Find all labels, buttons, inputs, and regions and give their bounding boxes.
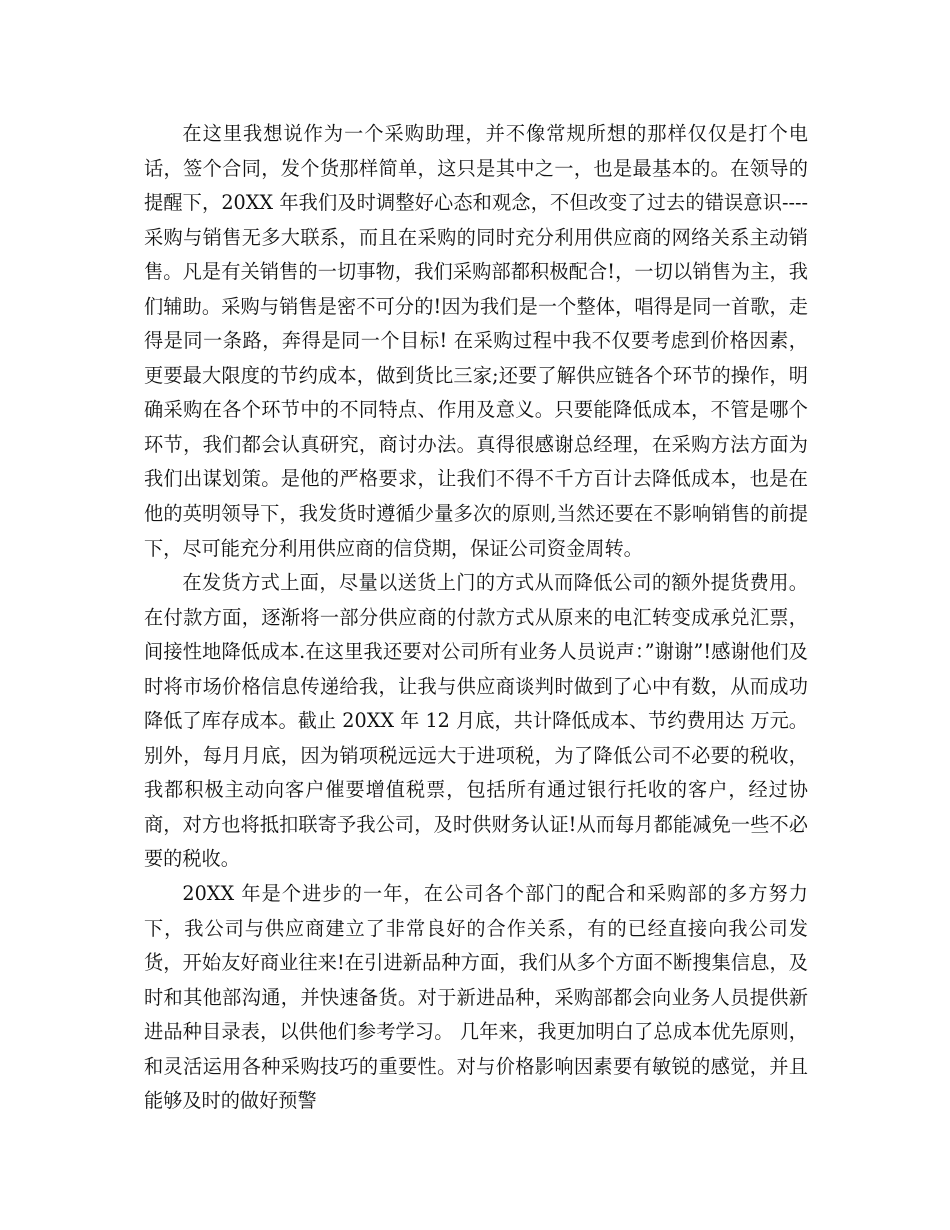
- paragraph-1: 在这里我想说作为一个采购助理，并不像常规所想的那样仅仅是打个电话，签个合同，发个货那样简单，这只是其中之一，也是最基本的。在领导的提醒下，20XX 年我们及时调整好心态和观念，不但改变了过去的错误意识----采购与销售无多大联系，而且在采购的同时充分利用供应商的网络关系主动销售。凡是有关销售的一切事物，我们采购部都积极配合!，一切以销售为主，我们辅助。采购与销售是密不可分的!因为我们是一个整体，唱得是同一首歌，走得是同一条路，奔得是同一个目标! 在采购过程中我不仅要考虑到价格因素，更要最大限度的节约成本，做到货比三家;还要了解供应链各个环节的操作，明确采购在各个环节中的不同特点、作用及意义。只要能降低成本，不管是哪个环节，我们都会认真研究，商讨办法。真得很感谢总经理，在采购方法方面为我们出谋划策。是他的严格要求，让我们不得不千方百计去降低成本，也是在他的英明领导下，我发货时遵循少量多次的原则,当然还要在不影响销售的前提下，尽可能充分利用供应商的信贷期，保证公司资金周转。: [144, 122, 808, 560]
- paragraph-2: 在发货方式上面，尽量以送货上门的方式从而降低公司的额外提货费用。在付款方面，逐渐将一部分供应商的付款方式从原来的电汇转变成承兑汇票，间接性地降低成本.在这里我还要对公司所有业务人员说声：”谢谢”!感谢他们及时将市场价格信息传递给我，让我与供应商谈判时做到了心中有数，从而成功降低了库存成本。截止 20XX 年 12 月底，共计降低成本、节约费用达 万元。别外，每月月底，因为销项税远远大于进项税，为了降低公司不必要的税收，我都积极主动向客户催要增值税票，包括所有通过银行托收的客户，经过协商，对方也将抵扣联寄予我公司，及时供财务认证!从而每月都能减免一些不必要的税收。: [144, 571, 808, 871]
- paragraph-3: 20XX 年是个进步的一年，在公司各个部门的配合和采购部的多方努力下，我公司与供应商建立了非常良好的合作关系，有的已经直接向我公司发货，开始友好商业往来!在引进新品种方面，我们从多个方面不断搜集信息，及时和其他部沟通，并快速备货。对于新进品种，采购部都会向业务人员提供新进品种目录表，以供他们参考学习。 几年来，我更加明白了总成本优先原则，和灵活运用各种采购技巧的重要性。对与价格影响因素要有敏锐的感觉，并且能够及时的做好预警: [144, 882, 808, 1113]
- document-body: [144, 117, 808, 1119]
